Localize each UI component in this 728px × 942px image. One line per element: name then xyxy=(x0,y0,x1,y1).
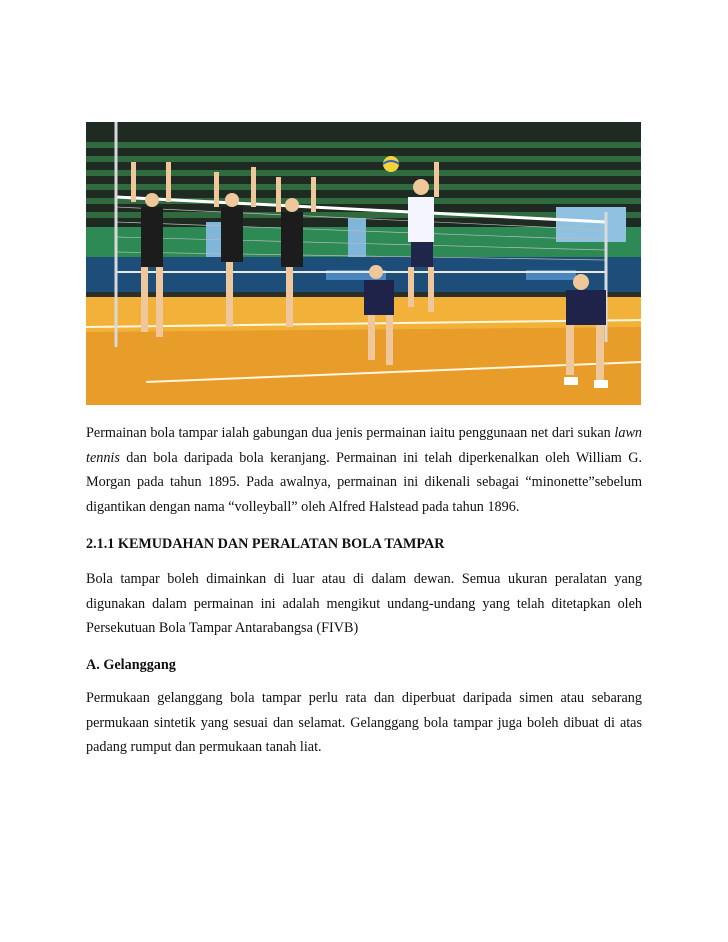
intro-paragraph xyxy=(86,421,642,519)
section-heading-facilities: 2.1.1 KEMUDAHAN DAN PERALATAN BOLA TAMPAR xyxy=(86,536,445,552)
facilities-paragraph: Bola tampar boleh dimainkan di luar atau di dalam dewan. Semua ukuran peralatan yang digunakan dalam permainan ini adalah mengikut undang-undang yang telah ditetapkan oleh Persekutuan Bola Tampar Antarabangsa (FIVB) xyxy=(86,571,642,636)
court-paragraph: Permukaan gelanggang bola tampar perlu rata dan diperbuat daripada simen atau sebarang permukaan sintetik yang sesuai dan selamat. Gelanggang bola tampar juga boleh dibuat di atas padang rumput dan permukaan tanah liat. xyxy=(86,690,642,755)
intro-paragraph-part1: Permainan bola tampar ialah gabungan dua jenis permainan iaitu penggunaan net dari sukan xyxy=(86,425,615,441)
volleyball-photo-image xyxy=(86,122,641,405)
intro-paragraph-italic: lawn tennis xyxy=(86,425,642,466)
subsection-heading-court: A. Gelanggang xyxy=(86,657,176,673)
volleyball-photo xyxy=(86,122,641,405)
intro-paragraph-part2: dan bola daripada bola keranjang. Permainan ini telah diperkenalkan oleh William G. Morgan pada tahun 1895. Pada awalnya, permainan ini dikenali sebagai “minonette”sebelum digantikan dengan nama “volleyball” oleh Alfred Halstead pada tahun 1896. xyxy=(86,449,642,515)
